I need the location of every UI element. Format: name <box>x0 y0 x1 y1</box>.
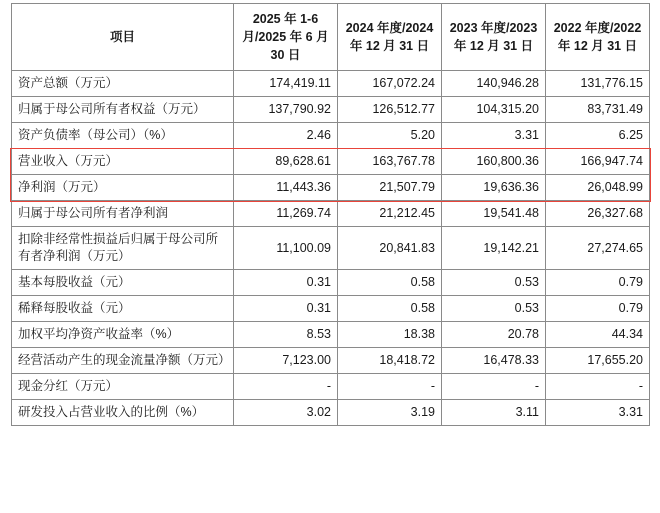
row-value: 27,274.65 <box>546 227 650 270</box>
row-value: 11,269.74 <box>234 201 338 227</box>
row-value: 131,776.15 <box>546 71 650 97</box>
row-value: 3.19 <box>338 400 442 426</box>
row-label: 经营活动产生的现金流量净额（万元） <box>12 348 234 374</box>
row-value: - <box>546 374 650 400</box>
row-label: 归属于母公司所有者净利润 <box>12 201 234 227</box>
row-label: 现金分红（万元） <box>12 374 234 400</box>
financial-summary-table <box>11 3 650 426</box>
row-value: 17,655.20 <box>546 348 650 374</box>
row-value: 104,315.20 <box>442 97 546 123</box>
row-value: 0.31 <box>234 270 338 296</box>
row-value: 137,790.92 <box>234 97 338 123</box>
table-header-row <box>12 4 650 71</box>
row-value: 16,478.33 <box>442 348 546 374</box>
table-row <box>12 71 650 97</box>
row-value: - <box>442 374 546 400</box>
row-label: 稀释每股收益（元） <box>12 296 234 322</box>
row-value: 89,628.61 <box>234 149 338 175</box>
column-header-2024: 2024 年度/2024 年 12 月 31 日 <box>338 4 442 71</box>
row-label: 净利润（万元） <box>12 175 234 201</box>
table-row <box>12 400 650 426</box>
row-value: 18.38 <box>338 322 442 348</box>
row-value: 8.53 <box>234 322 338 348</box>
table-row <box>12 123 650 149</box>
row-value: 83,731.49 <box>546 97 650 123</box>
row-value: 6.25 <box>546 123 650 149</box>
row-value: 3.02 <box>234 400 338 426</box>
table-header <box>12 4 650 71</box>
row-value: 3.31 <box>546 400 650 426</box>
row-value: 2.46 <box>234 123 338 149</box>
table-row <box>12 374 650 400</box>
column-header-2023: 2023 年度/2023 年 12 月 31 日 <box>442 4 546 71</box>
row-value: 0.79 <box>546 270 650 296</box>
row-label: 营业收入（万元） <box>12 149 234 175</box>
row-value: 5.20 <box>338 123 442 149</box>
row-label: 扣除非经常性损益后归属于母公司所有者净利润（万元） <box>12 227 234 270</box>
row-value: 0.58 <box>338 270 442 296</box>
row-value: 21,507.79 <box>338 175 442 201</box>
table-row <box>12 296 650 322</box>
table-row <box>12 348 650 374</box>
row-value: 21,212.45 <box>338 201 442 227</box>
table-row <box>12 270 650 296</box>
table-row <box>12 149 650 175</box>
table-row <box>12 97 650 123</box>
row-value: 126,512.77 <box>338 97 442 123</box>
row-label: 基本每股收益（元） <box>12 270 234 296</box>
row-value: 0.31 <box>234 296 338 322</box>
row-value: 19,636.36 <box>442 175 546 201</box>
row-value: 20.78 <box>442 322 546 348</box>
row-value: 174,419.11 <box>234 71 338 97</box>
row-value: 7,123.00 <box>234 348 338 374</box>
table-row <box>12 201 650 227</box>
row-value: 0.58 <box>338 296 442 322</box>
row-value: 19,142.21 <box>442 227 546 270</box>
row-value: 19,541.48 <box>442 201 546 227</box>
row-value: 160,800.36 <box>442 149 546 175</box>
row-value: 20,841.83 <box>338 227 442 270</box>
row-value: 167,072.24 <box>338 71 442 97</box>
row-value: 44.34 <box>546 322 650 348</box>
column-header-2025h1: 2025 年 1-6 月/2025 年 6 月 30 日 <box>234 4 338 71</box>
row-value: 26,048.99 <box>546 175 650 201</box>
row-value: 11,100.09 <box>234 227 338 270</box>
column-header-2022: 2022 年度/2022 年 12 月 31 日 <box>546 4 650 71</box>
table-row <box>12 322 650 348</box>
row-value: 26,327.68 <box>546 201 650 227</box>
row-label: 研发投入占营业收入的比例（%） <box>12 400 234 426</box>
table-row <box>12 175 650 201</box>
row-label: 归属于母公司所有者权益（万元） <box>12 97 234 123</box>
row-label: 加权平均净资产收益率（%） <box>12 322 234 348</box>
financial-summary-sheet <box>0 3 660 513</box>
row-value: 11,443.36 <box>234 175 338 201</box>
row-value: 18,418.72 <box>338 348 442 374</box>
row-value: 0.53 <box>442 270 546 296</box>
row-value: - <box>338 374 442 400</box>
table-body <box>12 71 650 426</box>
row-value: 163,767.78 <box>338 149 442 175</box>
row-value: 0.53 <box>442 296 546 322</box>
row-label: 资产总额（万元） <box>12 71 234 97</box>
row-value: 0.79 <box>546 296 650 322</box>
row-label: 资产负债率（母公司）（%） <box>12 123 234 149</box>
row-value: 140,946.28 <box>442 71 546 97</box>
row-value: 3.31 <box>442 123 546 149</box>
table-row <box>12 227 650 270</box>
row-value: 166,947.74 <box>546 149 650 175</box>
column-header-item: 项目 <box>12 4 234 71</box>
row-value: 3.11 <box>442 400 546 426</box>
row-value: - <box>234 374 338 400</box>
